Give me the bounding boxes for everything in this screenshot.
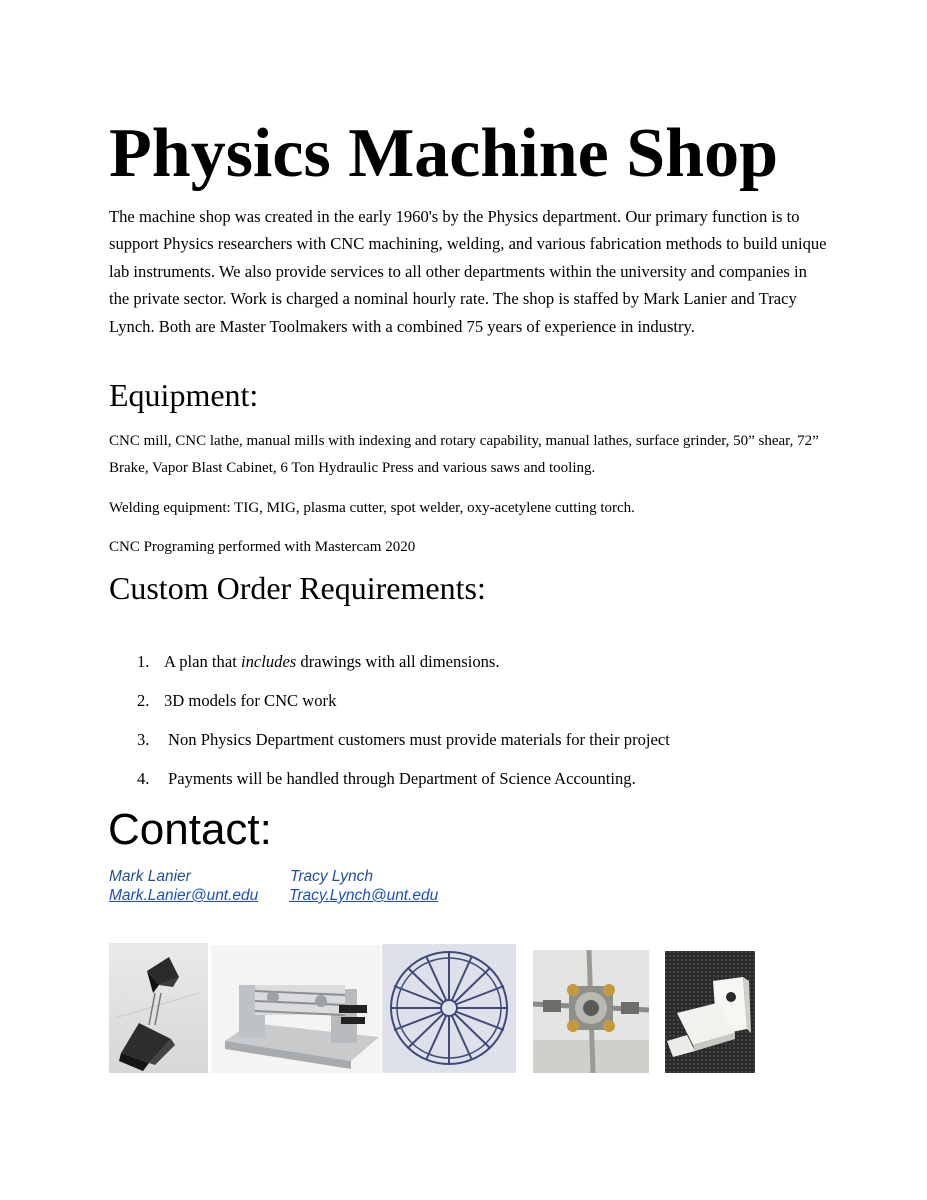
photo-black-3d-printed-parts: [109, 943, 208, 1073]
equipment-programming-text: CNC Programing performed with Mastercam 2020: [109, 539, 416, 555]
intro-paragraph: The machine shop was created in the early 1960's by the Physics department. Our primary function is to support Physics researchers with CNC machining, welding, and various fabrication methods to build unique lab instruments. We also provide services to all other departments within the university and companies in the private sector. Work is charged a nominal hourly rate. The shop is staffed by Mark Lanier and Tracy Lynch. Both are Master Toolmakers with a combined 75 years of experience in industry.: [109, 207, 827, 336]
list-item-emphasis: includes: [240, 652, 297, 671]
contact-email-mark-link[interactable]: Mark.Lanier@unt.edu: [109, 887, 259, 904]
equipment-heading: Equipment:: [109, 377, 259, 413]
contact-name-tracy: Tracy Lynch: [290, 868, 373, 885]
list-number: 1.: [137, 652, 150, 671]
list-item-text: Non Physics Department customers must provide materials for their project: [168, 730, 670, 749]
list-item-text-part: drawings with all dimensions.: [296, 652, 500, 671]
list-item-text: Payments will be handled through Department of Science Accounting.: [168, 769, 636, 788]
list-item-text-part: A plan that: [164, 652, 241, 671]
list-number: 3.: [137, 730, 150, 749]
equipment-welding-text: Welding equipment: TIG, MIG, plasma cutter, spot welder, oxy-acetylene cutting torch.: [109, 500, 635, 516]
requirements-heading: Custom Order Requirements:: [109, 570, 486, 606]
list-item-text: 3D models for CNC work: [164, 691, 337, 710]
photo-aluminum-fixture-assembly: [211, 945, 381, 1073]
equipment-machines-text: CNC mill, CNC lathe, manual mills with indexing and rotary capability, manual lathes, surface grinder, 50” shear, 72” Brake, Vapor Blast Cabinet, 6 Ton Hydraulic Press and various saws and tooling.: [109, 433, 819, 477]
contact-heading: Contact:: [108, 805, 272, 854]
contact-email-tracy-link[interactable]: Tracy.Lynch@unt.edu: [289, 887, 439, 904]
list-number: 2.: [137, 691, 150, 710]
photo-spoked-ring-part: [382, 944, 516, 1073]
contact-name-mark: Mark Lanier: [109, 868, 191, 885]
list-item-text: [164, 651, 500, 673]
page-title: Physics Machine Shop: [109, 115, 778, 192]
list-number: 4.: [137, 769, 150, 788]
photo-white-machined-blocks: [665, 951, 755, 1073]
photo-vacuum-chamber-assembly: [533, 950, 649, 1073]
